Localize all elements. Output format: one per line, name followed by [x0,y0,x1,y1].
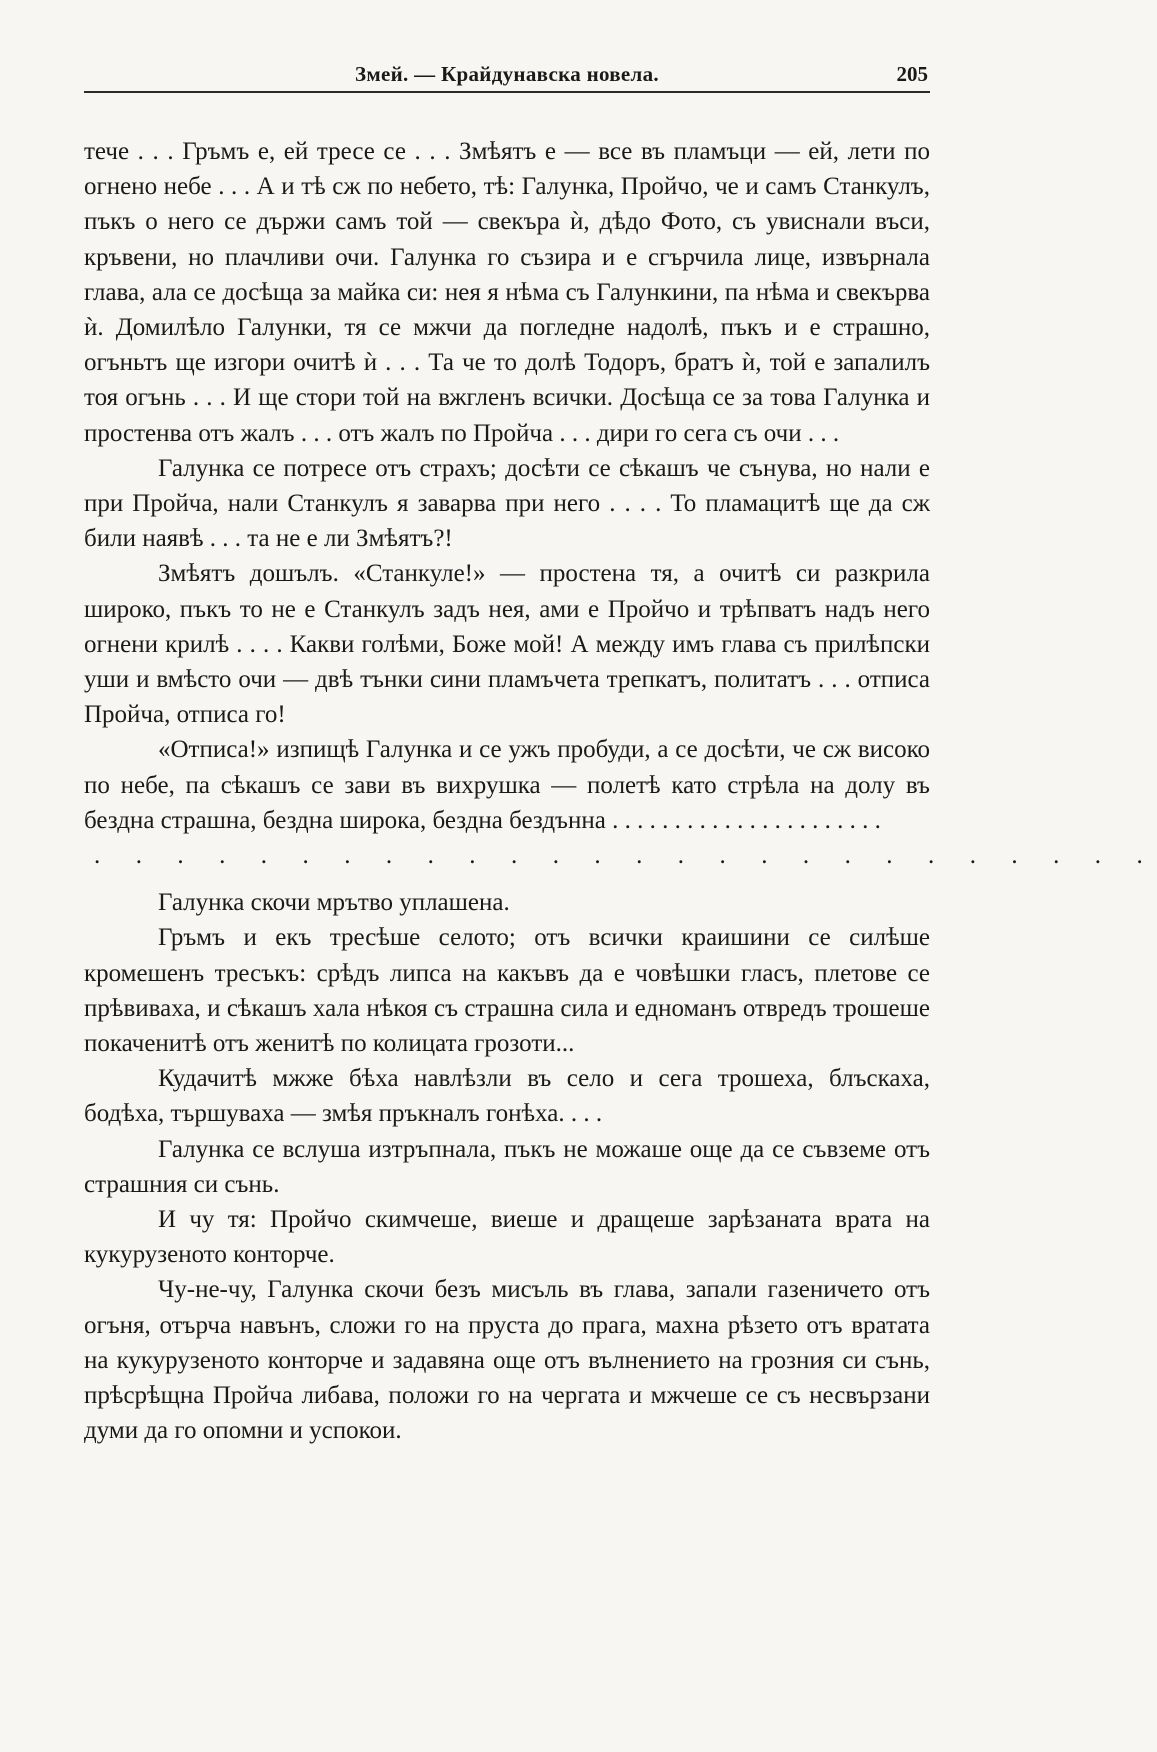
paragraph-4: «Отписа!» изпищѣ Галунка и се ужъ пробуди, а се досѣти, че сж високо по небе, па сѣкашъ се зави въ вихрушка — полетѣ като стрѣла на долу въ бездна страшна, бездна широка, бездна бездънна . . . . . . . . . . . . . . . . . . . . . . [84,736,930,834]
paragraph-9: И чу тя: Пройчо скимчеше, виеше и дращеше зарѣзаната врата на кукурузеното конторче. [84,1206,930,1269]
book-page [84,56,1157,1449]
paragraph-8: Галунка се вслуша изтръпнала, пъкъ не можаше още да се съвземе отъ страшния си сънь. [84,1135,930,1198]
paragraph-5: Галунка скочи мрътво уплашена. [158,889,510,917]
paragraph-10: Чу-не-чу, Галунка скочи безъ мисъль въ глава, запали газеничето отъ огъня, отърча навънъ, сложи го на пруста до прага, махна рѣзето отъ вратата на кукурузеното конторче и задавяна още отъ вълнението на грозния си сънь, прѣсрѣщна Пройча либава, положи го на чергата и мжчеше се съ несвързани думи да го опомни и успокои. [84,1276,930,1445]
running-header [84,56,930,96]
paragraph-6: Гръмъ и екъ тресѣше селото; отъ всички краишини се силѣше кромешенъ тресъкъ: срѣдъ липса на какъвъ да е човѣшки гласъ, плетове се прѣвиваха, и сѣкашъ хала нѣкоя съ страшна сила и едноманъ отвредъ трошеше покаченитѣ отъ женитѣ по колицата грозоти... [84,924,930,1058]
paragraph-7: Кудачитѣ мжже бѣха навлѣзли въ село и сега трошеха, блъскаха, бодѣха, тършуваха — змѣя пръкналъ гонѣха. . . . [84,1065,930,1128]
body-text [84,134,1157,1449]
paragraph-3: Змѣятъ дошълъ. «Станкуле!» — простена тя, а очитѣ си разкрила широко, пъкъ то не е Станкулъ задъ нея, ами е Пройчо и трѣпватъ надъ него огнени крилѣ . . . . Какви голѣми, Боже мой! А между имъ глава съ прилѣпски уши и вмѣсто очи — двѣ тънки сини пламъчета трепкатъ, политатъ . . . отписа Пройча, отписа го! [84,560,930,729]
page-number: 205 [896,62,928,86]
dot-separator: . . . . . . . . . . . . . . . . . . . . . . . . . . [94,842,1157,870]
paragraph-2: Галунка се потресе отъ страхъ; досѣти се сѣкашъ че сънува, но нали е при Пройча, нали Станкулъ я заварва при него . . . . То пламацитѣ ще да сж били наявѣ . . . та не е ли Змѣятъ?! [84,454,930,553]
header-rule [84,91,930,93]
section-gap [84,873,930,885]
paragraph-1: тече . . . Гръмъ е, ей тресе се . . . Змѣятъ е — все въ пламъци — ей, лети по огнено небе . . . А и тѣ сж по небето, тѣ: Галунка, Пройчо, че и самъ Станкулъ, пъкъ о него се държи самъ той — свекъра ѝ, дѣдо Фото, съ увиснали въси, кръвени, но плачливи очи. Галунка го съзира и е сгърчила лице, извърнала глава, ала се досѣща за майка си: нея я нѣма съ Галункини, па нѣма и свекърва ѝ. Домилѣло Галунки, тя се мжчи да погледне надолѣ, пъкъ и е страшно, огъньтъ ще изгори очитѣ ѝ . . . Та че то долѣ Тодоръ, братъ ѝ, той е запалилъ тоя огънь . . . И ще стори той на вжгленъ всички. Досѣща се за това Галунка и простенва отъ жалъ . . . отъ жалъ по Пройча . . . дири го сега съ очи . . . [84,138,930,447]
header-title: Змей. — Крайдунавска новела. [355,62,659,86]
